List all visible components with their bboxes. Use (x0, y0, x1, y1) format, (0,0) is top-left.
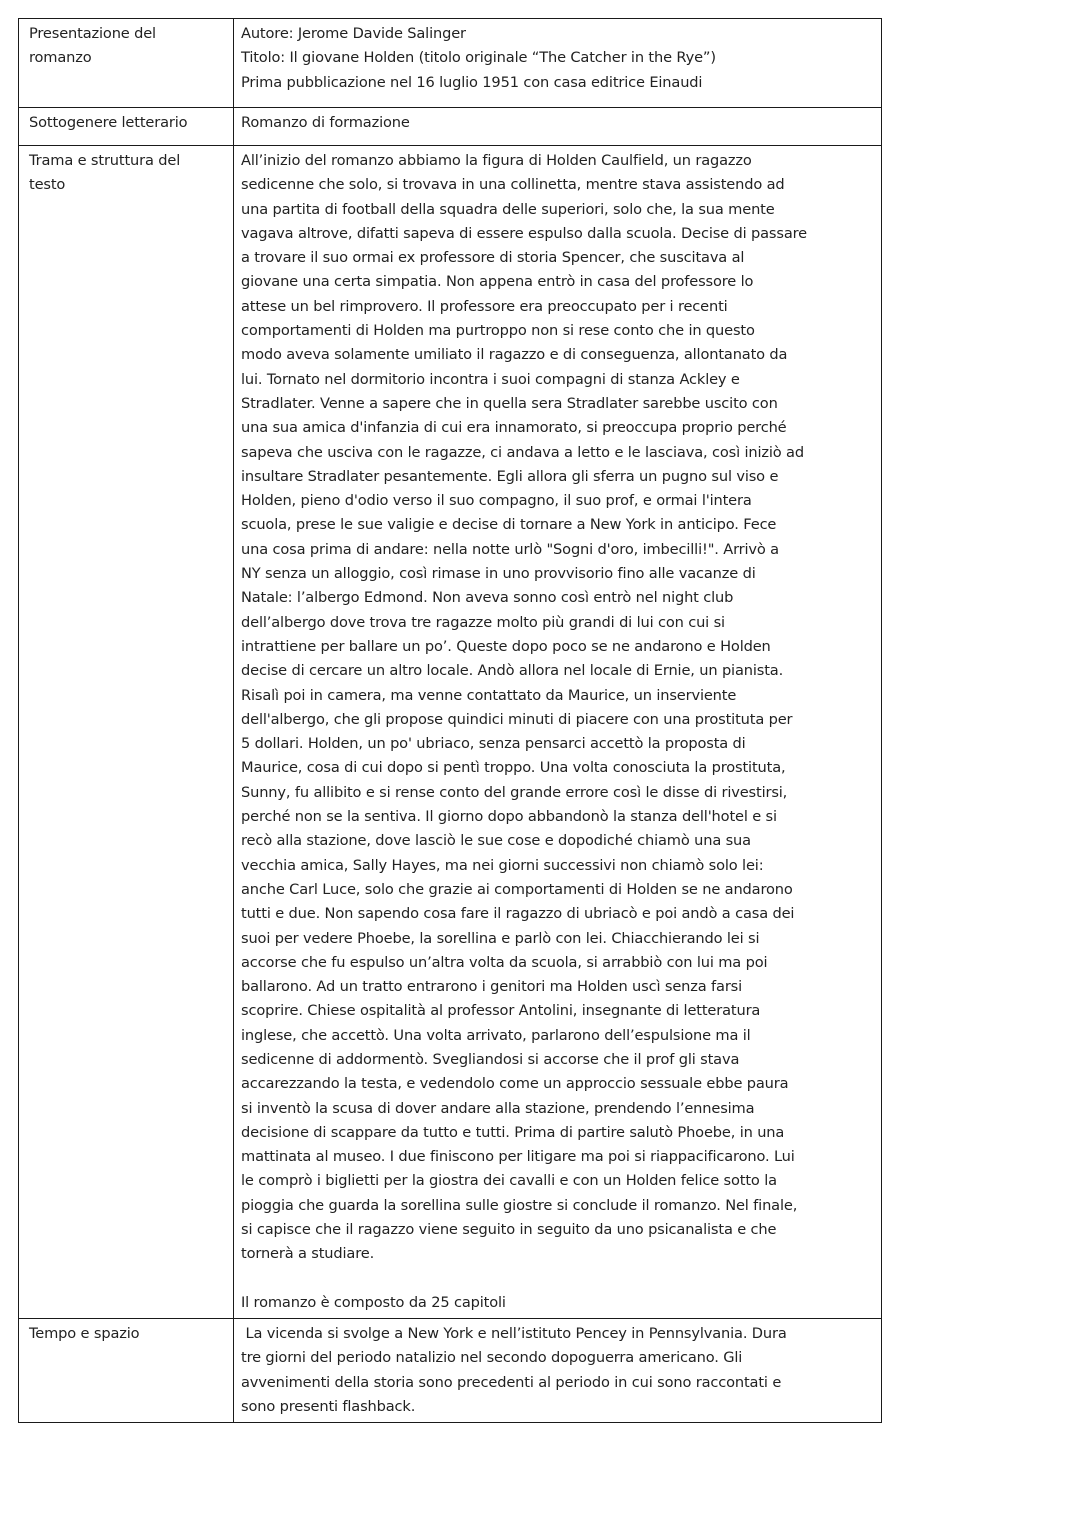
label-line: Trama e struttura del (29, 152, 181, 169)
text-line: Natale: l’albergo Edmond. Non aveva sonno così entrò nel night club (241, 589, 734, 607)
text-line: tre giorni del periodo natalizio nel secondo dopoguerra americano. Gli (241, 1349, 743, 1367)
content-tempo (234, 1318, 882, 1422)
text-line: pioggia che guarda la sorellina sulle giostre si conclude il romanzo. Nel finale, (241, 1196, 798, 1214)
text-line: inglese, che accettò. Una volta arrivato, parlarono dell’espulsione ma il (241, 1026, 751, 1044)
text-line: Holden, pieno d'odio verso il suo compagno, il suo prof, e ormai l'intera (241, 492, 752, 510)
text-line: mattinata al museo. I due finiscono per litigare ma poi si riappacificarono. Lui (241, 1148, 795, 1166)
content-trama (234, 146, 882, 1319)
text-line: una partita di football della squadra delle superiori, solo che, la sua mente (241, 200, 775, 218)
label-line: testo (29, 176, 66, 194)
text-line: una sua amica d'infanzia di cui era innamorato, si preoccupa proprio perché (241, 419, 787, 437)
text-line: scoprire. Chiese ospitalità al professor Antolini, insegnante di letteratura (241, 1002, 761, 1020)
author-line: Autore: Jerome Davide Salinger (241, 25, 466, 42)
text-line: Risalì poi in camera, ma venne contattato da Maurice, un inserviente (241, 686, 737, 704)
book-report-table (18, 18, 882, 1423)
row-presentazione (19, 19, 882, 108)
text-line: Maurice, cosa di cui dopo si pentì troppo. Una volta conosciuta la prostituta, (241, 759, 786, 777)
text-line: decisione di scappare da tutto e tutti. Prima di partire salutò Phoebe, in una (241, 1123, 785, 1141)
text-line: tutti e due. Non sapendo cosa fare il ragazzo di ubriacò e poi andò a casa dei (241, 905, 795, 923)
text-line: una cosa prima di andare: nella notte urlò "Sogni d'oro, imbecilli!". Arrivò a (241, 540, 779, 558)
text-line: decise di cercare un altro locale. Andò allora nel locale di Ernie, un pianista. (241, 662, 784, 680)
text-line: dell’albergo dove trova tre ragazze molto più grandi di lui con cui si (241, 613, 725, 631)
text-line: avvenimenti della storia sono precedenti al periodo in cui sono raccontati e (241, 1373, 782, 1391)
title-line: Titolo: Il giovane Holden (titolo originale “The Catcher in the Rye”) (241, 49, 716, 67)
label-line: romanzo (29, 49, 92, 67)
text-line: vagava altrove, difatti sapeva di essere espulso dalla scuola. Decise di passare (241, 224, 807, 242)
text-line: si capisce che il ragazzo viene seguito in seguito da uno psicanalista e che (241, 1221, 777, 1239)
text-line: sapeva che usciva con le ragazze, ci andava a letto e le lasciava, così iniziò ad (241, 443, 804, 461)
text-line: All’inizio del romanzo abbiamo la figura di Holden Caulfield, un ragazzo (241, 152, 752, 169)
publication-line: Prima pubblicazione nel 16 luglio 1951 con casa editrice Einaudi (241, 73, 703, 91)
text-line: accarezzando la testa, e vedendolo come un approccio sessuale ebbe paura (241, 1075, 789, 1093)
paragraph-gap (241, 1267, 877, 1291)
text-line: scuola, prese le sue valigie e decise di tornare a New York in anticipo. Fece (241, 516, 777, 534)
text-line: intrattiene per ballare un po’. Queste dopo poco se ne andarono e Holden (241, 637, 771, 655)
content-sottogenere: Romanzo di formazione (234, 108, 882, 146)
label-tempo: Tempo e spazio (19, 1318, 234, 1422)
text-line: giovane una certa simpatia. Non appena entrò in casa del professore lo (241, 273, 754, 291)
text-line: a trovare il suo ormai ex professore di storia Spencer, che suscitava al (241, 249, 745, 267)
text-line: Sunny, fu allibito e si rense conto del grande errore così le disse di rivestirsi, (241, 783, 788, 801)
row-tempo (19, 1318, 882, 1422)
text-line: anche Carl Luce, solo che grazie ai comportamenti di Holden se ne andarono (241, 880, 793, 898)
label-line: Presentazione del (29, 25, 156, 42)
text-line: 5 dollari. Holden, un po' ubriaco, senza pensarci accettò la proposta di (241, 735, 746, 753)
text-line: perché non se la sentiva. Il giorno dopo abbandonò la stanza dell'hotel e si (241, 808, 777, 826)
text-line: sedicenne che solo, si trovava in una collinetta, mentre stava assistendo ad (241, 176, 785, 194)
text-line: dell'albergo, che gli propose quindici minuti di piacere con una prostituta per (241, 710, 793, 728)
text-line: Stradlater. Venne a sapere che in quella sera Stradlater sarebbe uscito con (241, 394, 778, 412)
text-line: insultare Stradlater pesantemente. Egli allora gli sferra un pugno sul viso e (241, 467, 779, 485)
text-line: ballarono. Ad un tratto entrarono i genitori ma Holden uscì senza farsi (241, 978, 743, 996)
text-line: tornerà a studiare. (241, 1245, 375, 1263)
row-sottogenere (19, 108, 882, 146)
text-line: vecchia amica, Sally Hayes, ma nei giorni successivi non chiamò solo lei: (241, 856, 764, 874)
plot-text (241, 149, 877, 1267)
text-line: La vicenda si svolge a New York e nell’istituto Pencey in Pennsylvania. Dura (241, 1324, 787, 1342)
text-line: modo aveva solamente umiliato il ragazzo e di conseguenza, allontanato da (241, 346, 788, 364)
text-line: comportamenti di Holden ma purtroppo non si rese conto che in questo (241, 322, 755, 340)
text-line: le comprò i biglietti per la giostra dei cavalli e con un Holden felice sotto la (241, 1172, 777, 1190)
text-line: sono presenti flashback. (241, 1397, 416, 1415)
text-line: sedicenne di addormentò. Svegliandosi si accorse che il prof gli stava (241, 1050, 740, 1068)
text-line: lui. Tornato nel dormitorio incontra i suoi compagni di stanza Ackley e (241, 370, 740, 388)
label-trama (19, 146, 234, 1319)
content-presentazione (234, 19, 882, 108)
text-line: si inventò la scusa di dover andare alla stazione, prendendo l’ennesima (241, 1099, 755, 1117)
label-presentazione (19, 19, 234, 108)
text-line: NY senza un alloggio, così rimase in uno provvisorio fino alle vacanze di (241, 565, 756, 583)
text-line: attese un bel rimprovero. Il professore era preoccupato per i recenti (241, 297, 728, 315)
text-line: recò alla stazione, dove lasciò le sue cose e dopodiché chiamò una sua (241, 832, 751, 850)
row-trama (19, 146, 882, 1319)
text-line: suoi per vedere Phoebe, la sorellina e parlò con lei. Chiacchierando lei si (241, 929, 760, 947)
structure-note: Il romanzo è composto da 25 capitoli (241, 1293, 506, 1311)
label-sottogenere: Sottogenere letterario (19, 108, 234, 146)
text-line: accorse che fu espulso un’altra volta da scuola, si arrabbiò con lui ma poi (241, 953, 768, 971)
